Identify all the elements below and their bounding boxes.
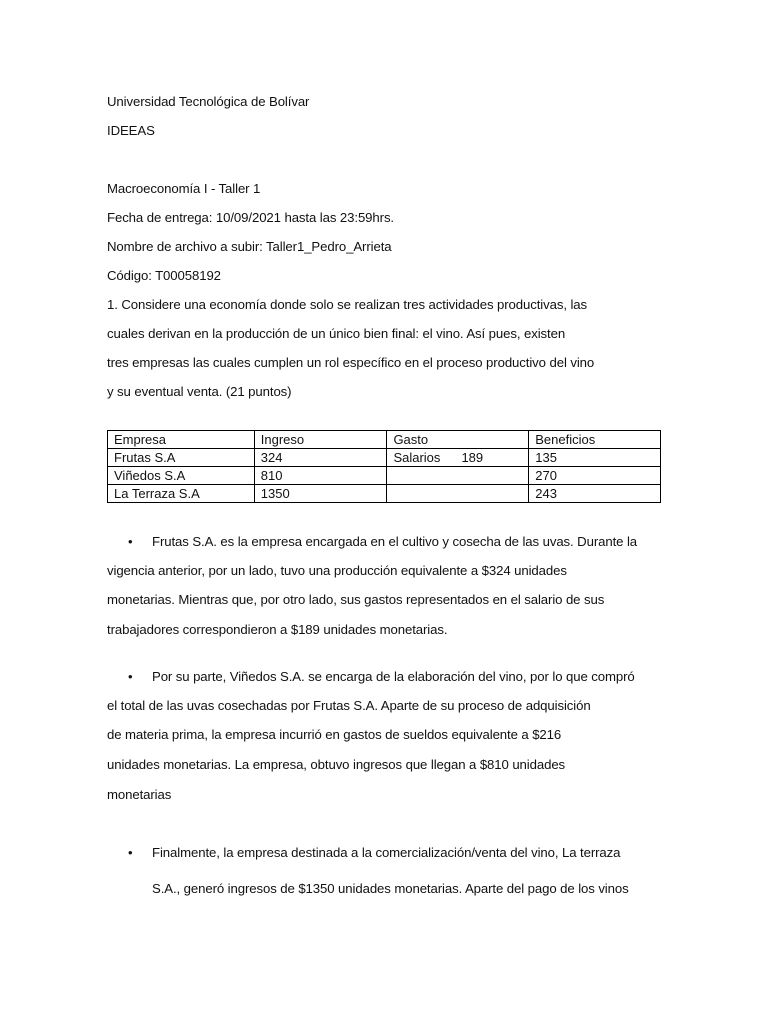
table-row	[108, 449, 661, 467]
question-line: tres empresas las cuales cumplen un rol específico en el proceso productivo del vino	[107, 355, 595, 370]
cell-empresa: Viñedos S.A	[108, 467, 255, 485]
bullet-text-line: monetarias. Mientras que, por otro lado, sus gastos representados en el salario de sus	[107, 592, 605, 607]
gasto-value: 189	[461, 450, 484, 465]
cell-empresa: La Terraza S.A	[108, 485, 255, 503]
bullet-text-line: de materia prima, la empresa incurrió en gastos de sueldos equivalente a $216	[107, 727, 562, 742]
bullet-text-line: Por su parte, Viñedos S.A. se encarga de la elaboración del vino, por lo que compró	[152, 669, 635, 684]
bullet-text-line: Finalmente, la empresa destinada a la comercialización/venta del vino, La terraza	[152, 845, 621, 860]
bullet-glyph: •	[128, 845, 133, 860]
unit-name: IDEEAS	[107, 123, 155, 138]
cell-ingreso: 810	[254, 467, 387, 485]
bullet-text-line: el total de las uvas cosechadas por Frutas S.A. Aparte de su proceso de adquisición	[107, 698, 591, 713]
bullet-text-line: vigencia anterior, por un lado, tuvo una producción equivalente a $324 unidades	[107, 563, 567, 578]
header-empresa: Empresa	[108, 431, 255, 449]
bullet-glyph: •	[128, 534, 133, 549]
header-ingreso: Ingreso	[254, 431, 387, 449]
gasto-label: Salarios	[393, 450, 441, 465]
course-title: Macroeconomía I - Taller 1	[107, 181, 261, 196]
cell-beneficios: 243	[529, 485, 661, 503]
student-code: Código: T00058192	[107, 268, 221, 283]
bullet-text-line: S.A., generó ingresos de $1350 unidades monetarias. Aparte del pago de los vinos	[152, 881, 629, 896]
table-header-row	[108, 431, 661, 449]
cell-gasto	[387, 449, 529, 467]
table-row	[108, 467, 661, 485]
header-gasto: Gasto	[387, 431, 529, 449]
file-name: Nombre de archivo a subir: Taller1_Pedro_Arrieta	[107, 239, 392, 254]
cell-beneficios: 270	[529, 467, 661, 485]
question-line: y su eventual venta. (21 puntos)	[107, 384, 292, 399]
bullet-text-line: monetarias	[107, 787, 172, 802]
university-name: Universidad Tecnológica de Bolívar	[107, 94, 310, 109]
cell-ingreso: 324	[254, 449, 387, 467]
bullet-text-line: unidades monetarias. La empresa, obtuvo ingresos que llegan a $810 unidades	[107, 757, 566, 772]
header-beneficios: Beneficios	[529, 431, 661, 449]
cell-gasto	[387, 485, 529, 503]
question-line: 1. Considere una economía donde solo se realizan tres actividades productivas, las	[107, 297, 588, 312]
companies-table	[107, 430, 661, 503]
table-row	[108, 485, 661, 503]
question-line: cuales derivan en la producción de un único bien final: el vino. Así pues, existen	[107, 326, 566, 341]
bullet-glyph: •	[128, 669, 133, 684]
bullet-text-line: Frutas S.A. es la empresa encargada en el cultivo y cosecha de las uvas. Durante la	[152, 534, 638, 549]
cell-empresa: Frutas S.A	[108, 449, 255, 467]
bullet-text-line: trabajadores correspondieron a $189 unidades monetarias.	[107, 622, 448, 637]
cell-ingreso: 1350	[254, 485, 387, 503]
cell-beneficios: 135	[529, 449, 661, 467]
due-date: Fecha de entrega: 10/09/2021 hasta las 23:59hrs.	[107, 210, 394, 225]
cell-gasto	[387, 467, 529, 485]
